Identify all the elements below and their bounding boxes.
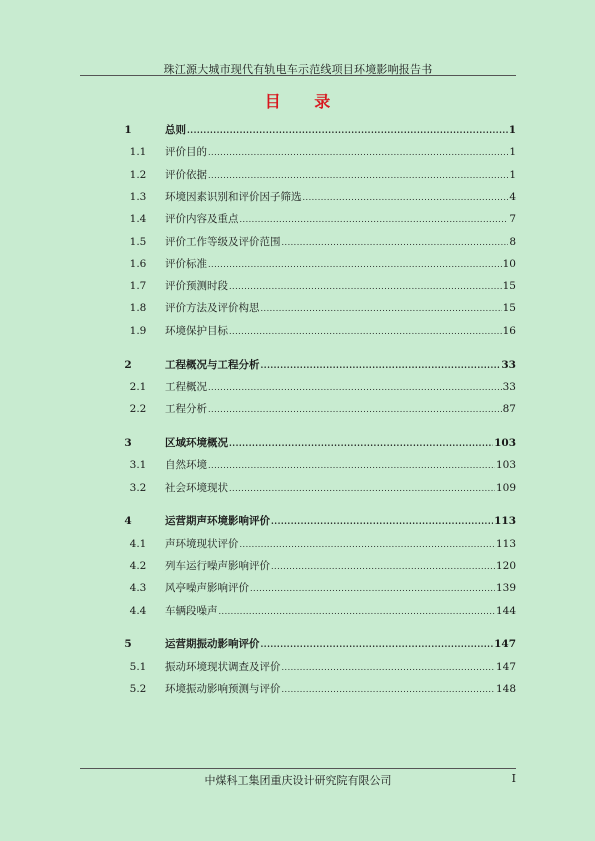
toc-entry-number: 1.1 xyxy=(129,146,147,159)
toc-dot-leader xyxy=(208,257,502,273)
toc-entry-line xyxy=(165,122,516,138)
toc-entry-title: 工程概况与工程分析 xyxy=(165,358,260,371)
toc-entry-title: 总则 xyxy=(165,124,186,136)
toc-entry-number: 1.7 xyxy=(129,280,147,293)
toc-entry-title: 评价依据 xyxy=(165,168,207,181)
toc-entry-page: 8 xyxy=(509,235,516,248)
toc-entry-number: 5.2 xyxy=(129,682,147,695)
toc-section-entry[interactable] xyxy=(0,603,595,619)
toc-entry-line xyxy=(165,558,516,575)
toc-entry-number: 1.9 xyxy=(129,324,147,337)
toc-entry-line xyxy=(165,681,516,698)
toc-section-entry[interactable] xyxy=(0,211,595,227)
toc-entry-title: 运营期振动影响评价 xyxy=(165,638,260,651)
toc-entry-title: 评价标准 xyxy=(165,257,207,270)
toc-entry-line xyxy=(165,323,516,340)
toc-chapter-entry[interactable] xyxy=(0,636,595,652)
toc-entry-title: 环境保护目标 xyxy=(165,324,228,337)
toc-chapter-entry[interactable] xyxy=(0,122,595,138)
toc-entry-page: 16 xyxy=(502,324,516,337)
toc-dot-leader xyxy=(250,581,495,597)
toc-entry-number: 1.3 xyxy=(129,190,147,203)
toc-entry-number: 5 xyxy=(124,638,132,651)
toc-section-entry[interactable] xyxy=(0,234,595,250)
toc-entry-number: 2.1 xyxy=(129,380,147,393)
toc-entry-page: 103 xyxy=(494,436,516,449)
toc-entry-number: 2.2 xyxy=(129,403,147,416)
toc-chapter-entry[interactable] xyxy=(0,435,595,451)
toc-entry-page: 113 xyxy=(495,537,516,550)
toc-section-entry[interactable] xyxy=(0,379,595,395)
toc-dot-leader xyxy=(261,636,494,652)
toc-entry-line xyxy=(165,379,516,396)
toc-entry-title: 评价方法及评价构思 xyxy=(165,302,260,315)
toc-section-entry[interactable] xyxy=(0,300,595,316)
footer-page-number: I xyxy=(511,772,516,785)
toc-entry-number: 1.8 xyxy=(129,302,147,315)
toc-entry-page: 1 xyxy=(509,146,516,159)
toc-entry-number: 4.1 xyxy=(129,537,147,550)
toc-entry-title: 评价工作等级及评价范围 xyxy=(165,235,281,248)
toc-dot-leader xyxy=(208,145,508,161)
toc-dot-leader xyxy=(187,122,508,138)
toc-entry-page: 33 xyxy=(502,380,516,393)
toc-section-entry[interactable] xyxy=(0,580,595,596)
toc-entry-page: 139 xyxy=(495,582,516,595)
toc-section-entry[interactable] xyxy=(0,457,595,473)
toc-dot-leader xyxy=(282,682,495,698)
toc-section-entry[interactable] xyxy=(0,167,595,183)
toc-section-entry[interactable] xyxy=(0,278,595,294)
toc-section-entry[interactable] xyxy=(0,256,595,272)
toc-entry-page: 113 xyxy=(494,515,516,528)
toc-section-entry[interactable] xyxy=(0,323,595,339)
toc-entry-title: 区域环境概况 xyxy=(165,436,228,449)
toc-entry-number: 4.3 xyxy=(129,582,147,595)
toc-entry-line xyxy=(165,256,516,273)
toc-entry-number: 1.2 xyxy=(129,168,147,181)
toc-entry-title: 评价预测时段 xyxy=(165,280,228,293)
toc-entry-line xyxy=(165,480,516,497)
toc-entry-title: 自然环境 xyxy=(165,459,207,472)
toc-entry-line xyxy=(165,144,516,161)
toc-entry-number: 1.6 xyxy=(129,257,147,270)
toc-chapter-entry[interactable] xyxy=(0,513,595,529)
toc-entry-line xyxy=(165,278,516,295)
toc-entry-title: 工程分析 xyxy=(165,403,207,416)
toc-section-entry[interactable] xyxy=(0,659,595,675)
toc-entry-title: 评价内容及重点 xyxy=(165,213,239,226)
toc-entry-title: 车辆段噪声 xyxy=(165,604,218,617)
toc-entry-number: 4 xyxy=(124,515,132,528)
toc-entry-number: 3.1 xyxy=(129,459,147,472)
footer-organization: 中煤科工集团重庆设计研究院有限公司 xyxy=(204,774,392,787)
toc-title: 目 录 xyxy=(264,92,345,111)
toc-entry-line xyxy=(165,580,516,597)
toc-section-entry[interactable] xyxy=(0,681,595,697)
footer-divider xyxy=(80,768,516,769)
toc-entry-number: 4.4 xyxy=(129,604,147,617)
toc-section-entry[interactable] xyxy=(0,189,595,205)
toc-dot-leader xyxy=(219,604,495,620)
running-header: 珠江源大城市现代有轨电车示范线项目环境影响报告书 xyxy=(163,63,433,76)
toc-entry-page: 147 xyxy=(495,660,516,673)
toc-entry-line xyxy=(165,435,516,451)
toc-entry-page: 103 xyxy=(495,459,516,472)
toc-dot-leader xyxy=(229,435,493,451)
toc-dot-leader xyxy=(271,559,495,575)
toc-entry-title: 工程概况 xyxy=(165,380,207,393)
toc-dot-leader xyxy=(261,357,501,373)
toc-entry-number: 1.4 xyxy=(129,213,147,226)
toc-entry-number: 1 xyxy=(124,124,132,136)
toc-entry-page: 144 xyxy=(495,604,516,617)
toc-entry-page: 7 xyxy=(509,213,516,226)
toc-entry-title: 风亭噪声影响评价 xyxy=(165,582,249,595)
toc-entry-line xyxy=(165,401,516,418)
toc-entry-line xyxy=(165,536,516,553)
toc-entry-number: 3 xyxy=(124,436,132,449)
toc-entry-page: 1 xyxy=(508,124,516,136)
toc-entry-page: 15 xyxy=(502,280,516,293)
toc-entry-line xyxy=(165,189,516,206)
toc-entry-title: 声环境现状评价 xyxy=(165,537,239,550)
toc-section-entry[interactable] xyxy=(0,144,595,160)
toc-entry-number: 1.5 xyxy=(129,235,147,248)
toc-dot-leader xyxy=(240,537,495,553)
toc-entry-line xyxy=(165,603,516,620)
header-divider xyxy=(80,75,516,76)
toc-dot-leader xyxy=(208,168,508,184)
toc-entry-title: 环境振动影响预测与评价 xyxy=(165,682,281,695)
toc-entry-page: 109 xyxy=(495,481,516,494)
toc-dot-leader xyxy=(240,212,509,228)
toc-entry-line xyxy=(165,357,516,373)
toc-dot-leader xyxy=(229,324,502,340)
toc-entry-line xyxy=(165,513,516,529)
toc-section-entry[interactable] xyxy=(0,558,595,574)
toc-entry-title: 运营期声环境影响评价 xyxy=(165,515,270,528)
toc-entry-line xyxy=(165,234,516,251)
toc-entry-page: 33 xyxy=(501,358,516,371)
toc-chapter-entry[interactable] xyxy=(0,357,595,373)
toc-entry-page: 147 xyxy=(494,638,516,651)
toc-dot-leader xyxy=(271,513,493,529)
toc-dot-leader xyxy=(208,402,502,418)
toc-entry-number: 4.2 xyxy=(129,559,147,572)
toc-dot-leader xyxy=(208,380,502,396)
toc-dot-leader xyxy=(282,660,495,676)
toc-entry-page: 10 xyxy=(502,257,516,270)
toc-section-entry[interactable] xyxy=(0,536,595,552)
toc-dot-leader xyxy=(229,481,495,497)
toc-entry-page: 1 xyxy=(509,168,516,181)
toc-dot-leader xyxy=(303,190,509,206)
toc-entry-page: 87 xyxy=(502,403,516,416)
toc-entry-number: 3.2 xyxy=(129,481,147,494)
toc-entry-page: 15 xyxy=(502,302,516,315)
toc-entry-title: 社会环境现状 xyxy=(165,481,228,494)
toc-entry-line xyxy=(165,659,516,676)
toc-entry-line xyxy=(165,300,516,317)
toc-entry-page: 148 xyxy=(495,682,516,695)
toc-section-entry[interactable] xyxy=(0,480,595,496)
toc-entry-title: 振动环境现状调查及评价 xyxy=(165,660,281,673)
toc-dot-leader xyxy=(282,235,509,251)
toc-dot-leader xyxy=(208,458,495,474)
toc-entry-title: 评价目的 xyxy=(165,146,207,159)
toc-entry-number: 5.1 xyxy=(129,660,147,673)
toc-entry-line xyxy=(165,636,516,652)
toc-entry-title: 列车运行噪声影响评价 xyxy=(165,559,270,572)
toc-dot-leader xyxy=(229,279,502,295)
toc-entry-page: 4 xyxy=(509,190,516,203)
toc-entry-line xyxy=(165,457,516,474)
toc-dot-leader xyxy=(261,301,502,317)
toc-entry-page: 120 xyxy=(495,559,516,572)
toc-entry-line xyxy=(165,167,516,184)
toc-entry-line xyxy=(165,211,516,228)
toc-section-entry[interactable] xyxy=(0,401,595,417)
toc-entry-title: 环境因素识别和评价因子筛选 xyxy=(165,190,302,203)
toc-entry-number: 2 xyxy=(124,358,132,371)
